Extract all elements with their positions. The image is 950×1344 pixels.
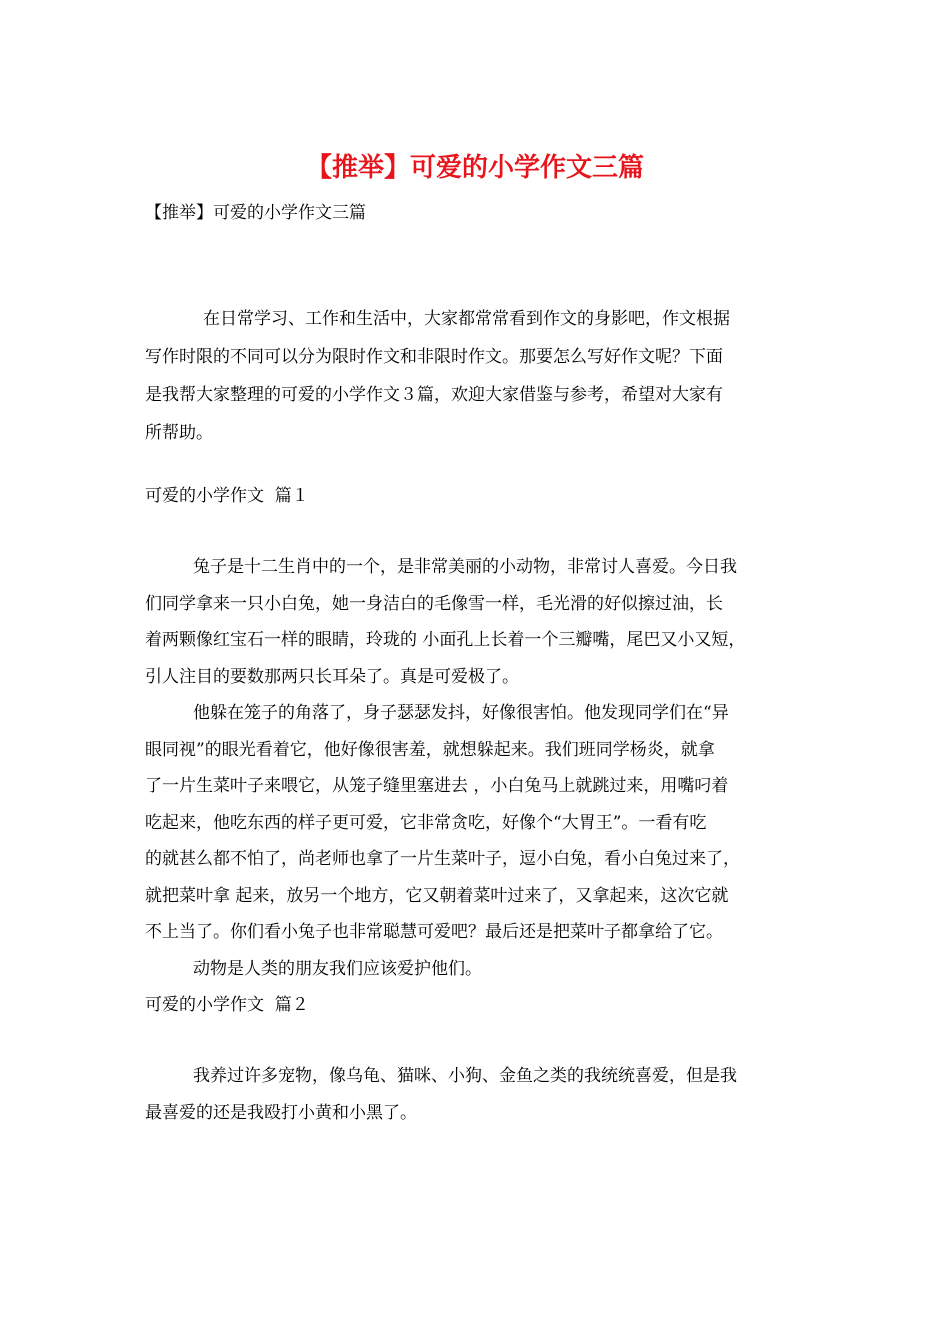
document-title: 【推举】可爱的小学作文三篇 <box>305 153 644 183</box>
paragraph-line: 眼同视”的眼光看着它，他好像很害羞，就想躲起来。我们班同学杨炎，就拿 <box>145 739 715 760</box>
paragraph-line: 他躲在笼子的角落了，身子瑟瑟发抖，好像很害怕。他发现同学们在“异 <box>193 703 729 723</box>
paragraph-line: 不上当了。你们看小兔子也非常聪慧可爱吧？最后还是把菜叶子都拿给了它。 <box>145 922 723 942</box>
paragraph-line: 的就甚么都不怕了，尚老师也拿了一片生菜叶子，逗小白兔，看小白兔过来了， <box>145 849 740 869</box>
intro-line: 所帮助。 <box>145 423 213 443</box>
intro-line: 是我帮大家整理的可爱的小学作文３篇，欢迎大家借鉴与参考，希望对大家有 <box>145 385 723 405</box>
paragraph-line: 兔子是十二生肖中的一个，是非常美丽的小动物，非常讨人喜爱。今日我 <box>193 557 737 577</box>
section-1-heading: 可爱的小学作文 篇１ <box>145 486 309 506</box>
paragraph-line: 吃起来，他吃东西的样子更可爱，它非常贪吃，好像个“大胃王”。一看有吃 <box>145 812 707 833</box>
paragraph-line: 们同学拿来一只小白兔，她一身洁白的毛像雪一样，毛光滑的好似擦过油，长 <box>145 593 723 614</box>
intro-line: 写作时限的不同可以分为限时作文和非限时作文。那要怎么写好作文呢？下面 <box>145 347 723 367</box>
paragraph-line: 动物是人类的朋友我们应该爱护他们。 <box>193 959 482 979</box>
paragraph-line: 我养过许多宠物，像乌龟、猫咪、小狗、金鱼之类的我统统喜爱，但是我 <box>193 1066 737 1086</box>
section-1-paragraph-2 <box>145 695 810 951</box>
paragraph-line: 引人注目的要数那两只长耳朵了。真是可爱极了。 <box>145 666 519 687</box>
paragraph-line: 最喜爱的还是我殴打小黄和小黑了。 <box>145 1103 417 1123</box>
section-2-heading: 可爱的小学作文 篇２ <box>145 995 309 1015</box>
section-1-paragraph-3 <box>145 951 810 987</box>
section-2-paragraph-1 <box>145 1058 810 1132</box>
paragraph-line: 就把菜叶拿 起来，放另一个地方，它又朝着菜叶过来了，又拿起来，这次它就 <box>145 885 729 906</box>
intro-paragraph <box>145 300 810 452</box>
document-subtitle: 【推举】可爱的小学作文三篇 <box>145 203 366 223</box>
intro-line: 在日常学习、工作和生活中，大家都常常看到作文的身影吧，作文根据 <box>203 309 730 329</box>
paragraph-line: 着两颗像红宝石一样的眼睛，玲珑的 小面孔上长着一个三瓣嘴，尾巴又小又短， <box>145 630 746 650</box>
section-1-paragraph-1 <box>145 549 810 695</box>
paragraph-line: 了一片生菜叶子来喂它，从笼子缝里塞进去 ，小白兔马上就跳过来，用嘴叼着 <box>145 776 729 796</box>
